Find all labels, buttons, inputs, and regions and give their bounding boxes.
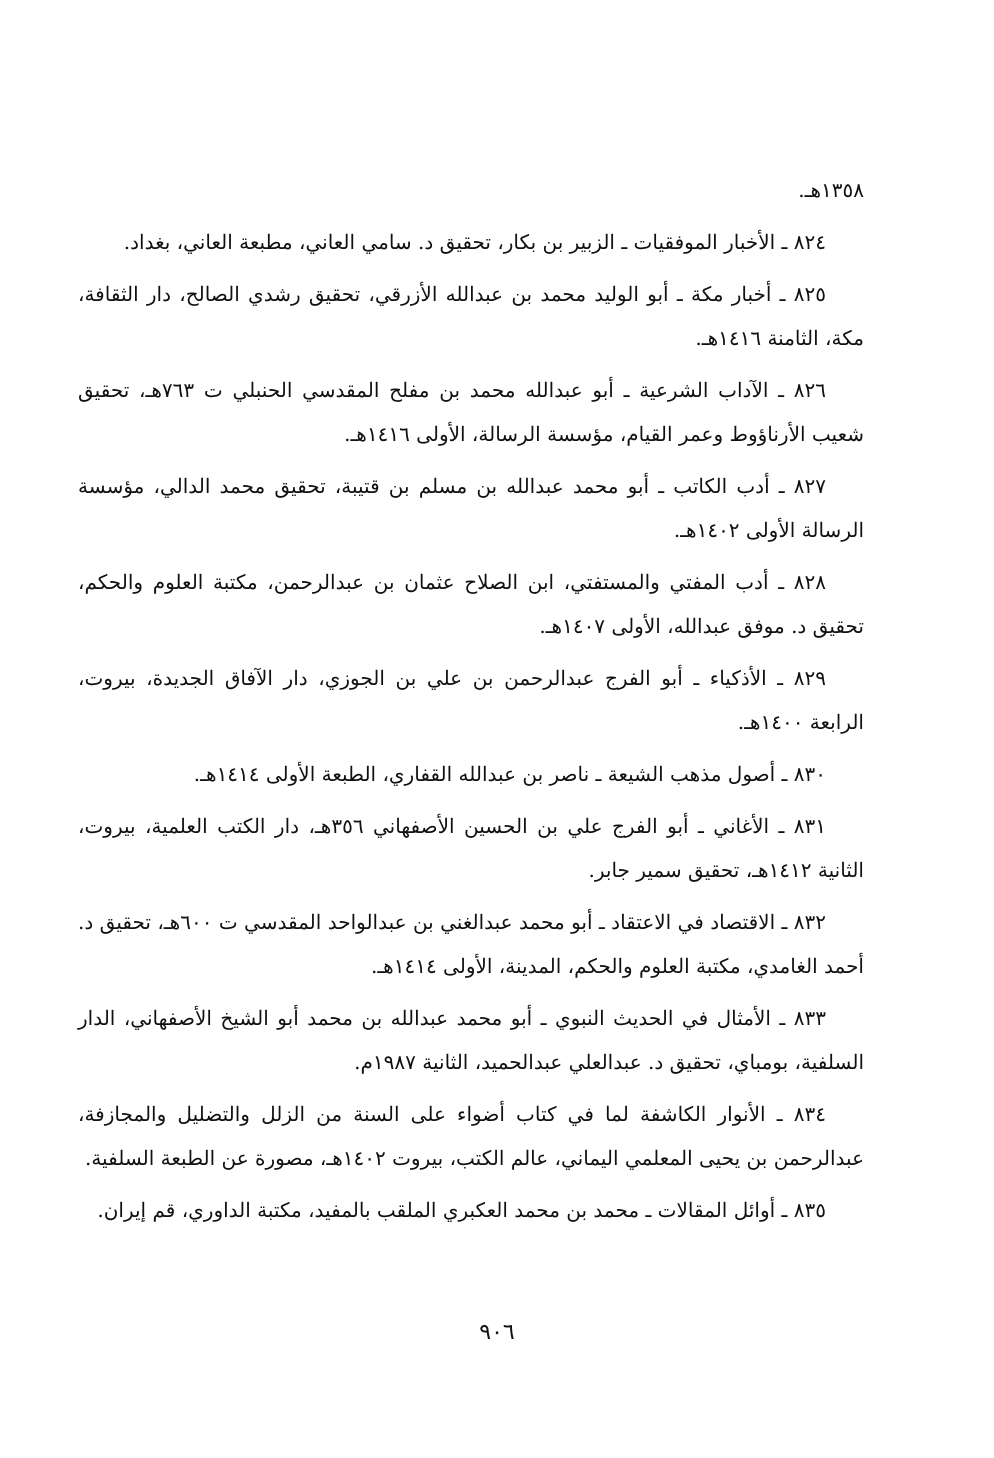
bibliography-entry-827: ٨٢٧ ـ أدب الكاتب ـ أبو محمد عبدالله بن مسلم بن قتيبة، تحقيق محمد الدالي، مؤسسة الرسالة الأولى ١٤٠٢هـ.	[78, 474, 864, 542]
bibliography-list	[78, 168, 864, 1240]
bibliography-entry-824: ٨٢٤ ـ الأخبار الموفقيات ـ الزبير بن بكار، تحقيق د. سامي العاني، مطبعة العاني، بغداد.	[123, 230, 826, 254]
bibliography-entry-829: ٨٢٩ ـ الأذكياء ـ أبو الفرج عبدالرحمن بن علي بن الجوزي، دار الآفاق الجديدة، بيروت، الرابعة ١٤٠٠هـ.	[78, 666, 864, 734]
bibliography-entry-835: ٨٣٥ ـ أوائل المقالات ـ محمد بن محمد العكبري الملقب بالمفيد، مكتبة الداوري، قم إيران.	[97, 1198, 826, 1222]
bibliography-entry-continuation: ١٣٥٨هـ.	[798, 178, 864, 202]
bibliography-entry-830: ٨٣٠ ـ أصول مذهب الشيعة ـ ناصر بن عبدالله القفاري، الطبعة الأولى ١٤١٤هـ.	[193, 762, 826, 786]
bibliography-entry-832: ٨٣٢ ـ الاقتصاد في الاعتقاد ـ أبو محمد عبدالغني بن عبدالواحد المقدسي ت ٦٠٠هـ، تحقيق د. أحمد الغامدي، مكتبة العلوم والحكم، المدينة، الأولى ١٤١٤هـ.	[78, 910, 864, 978]
bibliography-entry-831: ٨٣١ ـ الأغاني ـ أبو الفرج علي بن الحسين الأصفهاني ٣٥٦هـ، دار الكتب العلمية، بيروت، الثانية ١٤١٢هـ، تحقيق سمير جابر.	[78, 814, 864, 882]
bibliography-entry-833: ٨٣٣ ـ الأمثال في الحديث النبوي ـ أبو محمد عبدالله بن محمد أبو الشيخ الأصفهاني، الدار السلفية، بومباي، تحقيق د. عبدالعلي عبدالحميد، الثانية ١٩٨٧م.	[78, 1006, 864, 1074]
bibliography-entry-834: ٨٣٤ ـ الأنوار الكاشفة لما في كتاب أضواء على السنة من الزلل والتضليل والمجازفة، عبدالرحمن بن يحيى المعلمي اليماني، عالم الكتب، بيروت ١٤٠٢هـ، مصورة عن الطبعة السلفية.	[78, 1102, 864, 1170]
bibliography-entry-828: ٨٢٨ ـ أدب المفتي والمستفتي، ابن الصلاح عثمان بن عبدالرحمن، مكتبة العلوم والحكم، تحقيق د. موفق عبدالله، الأولى ١٤٠٧هـ.	[78, 570, 864, 638]
bibliography-entry-826: ٨٢٦ ـ الآداب الشرعية ـ أبو عبدالله محمد بن مفلح المقدسي الحنبلي ت ٧٦٣هـ، تحقيق شعيب الأرناؤوط وعمر القيام، مؤسسة الرسالة، الأولى ١٤١٦هـ.	[78, 378, 864, 446]
bibliography-entry-825: ٨٢٥ ـ أخبار مكة ـ أبو الوليد محمد بن عبدالله الأزرقي، تحقيق رشدي الصالح، دار الثقافة، مكة، الثامنة ١٤١٦هـ.	[78, 282, 864, 350]
page-number: ٩٠٦	[479, 1320, 515, 1345]
